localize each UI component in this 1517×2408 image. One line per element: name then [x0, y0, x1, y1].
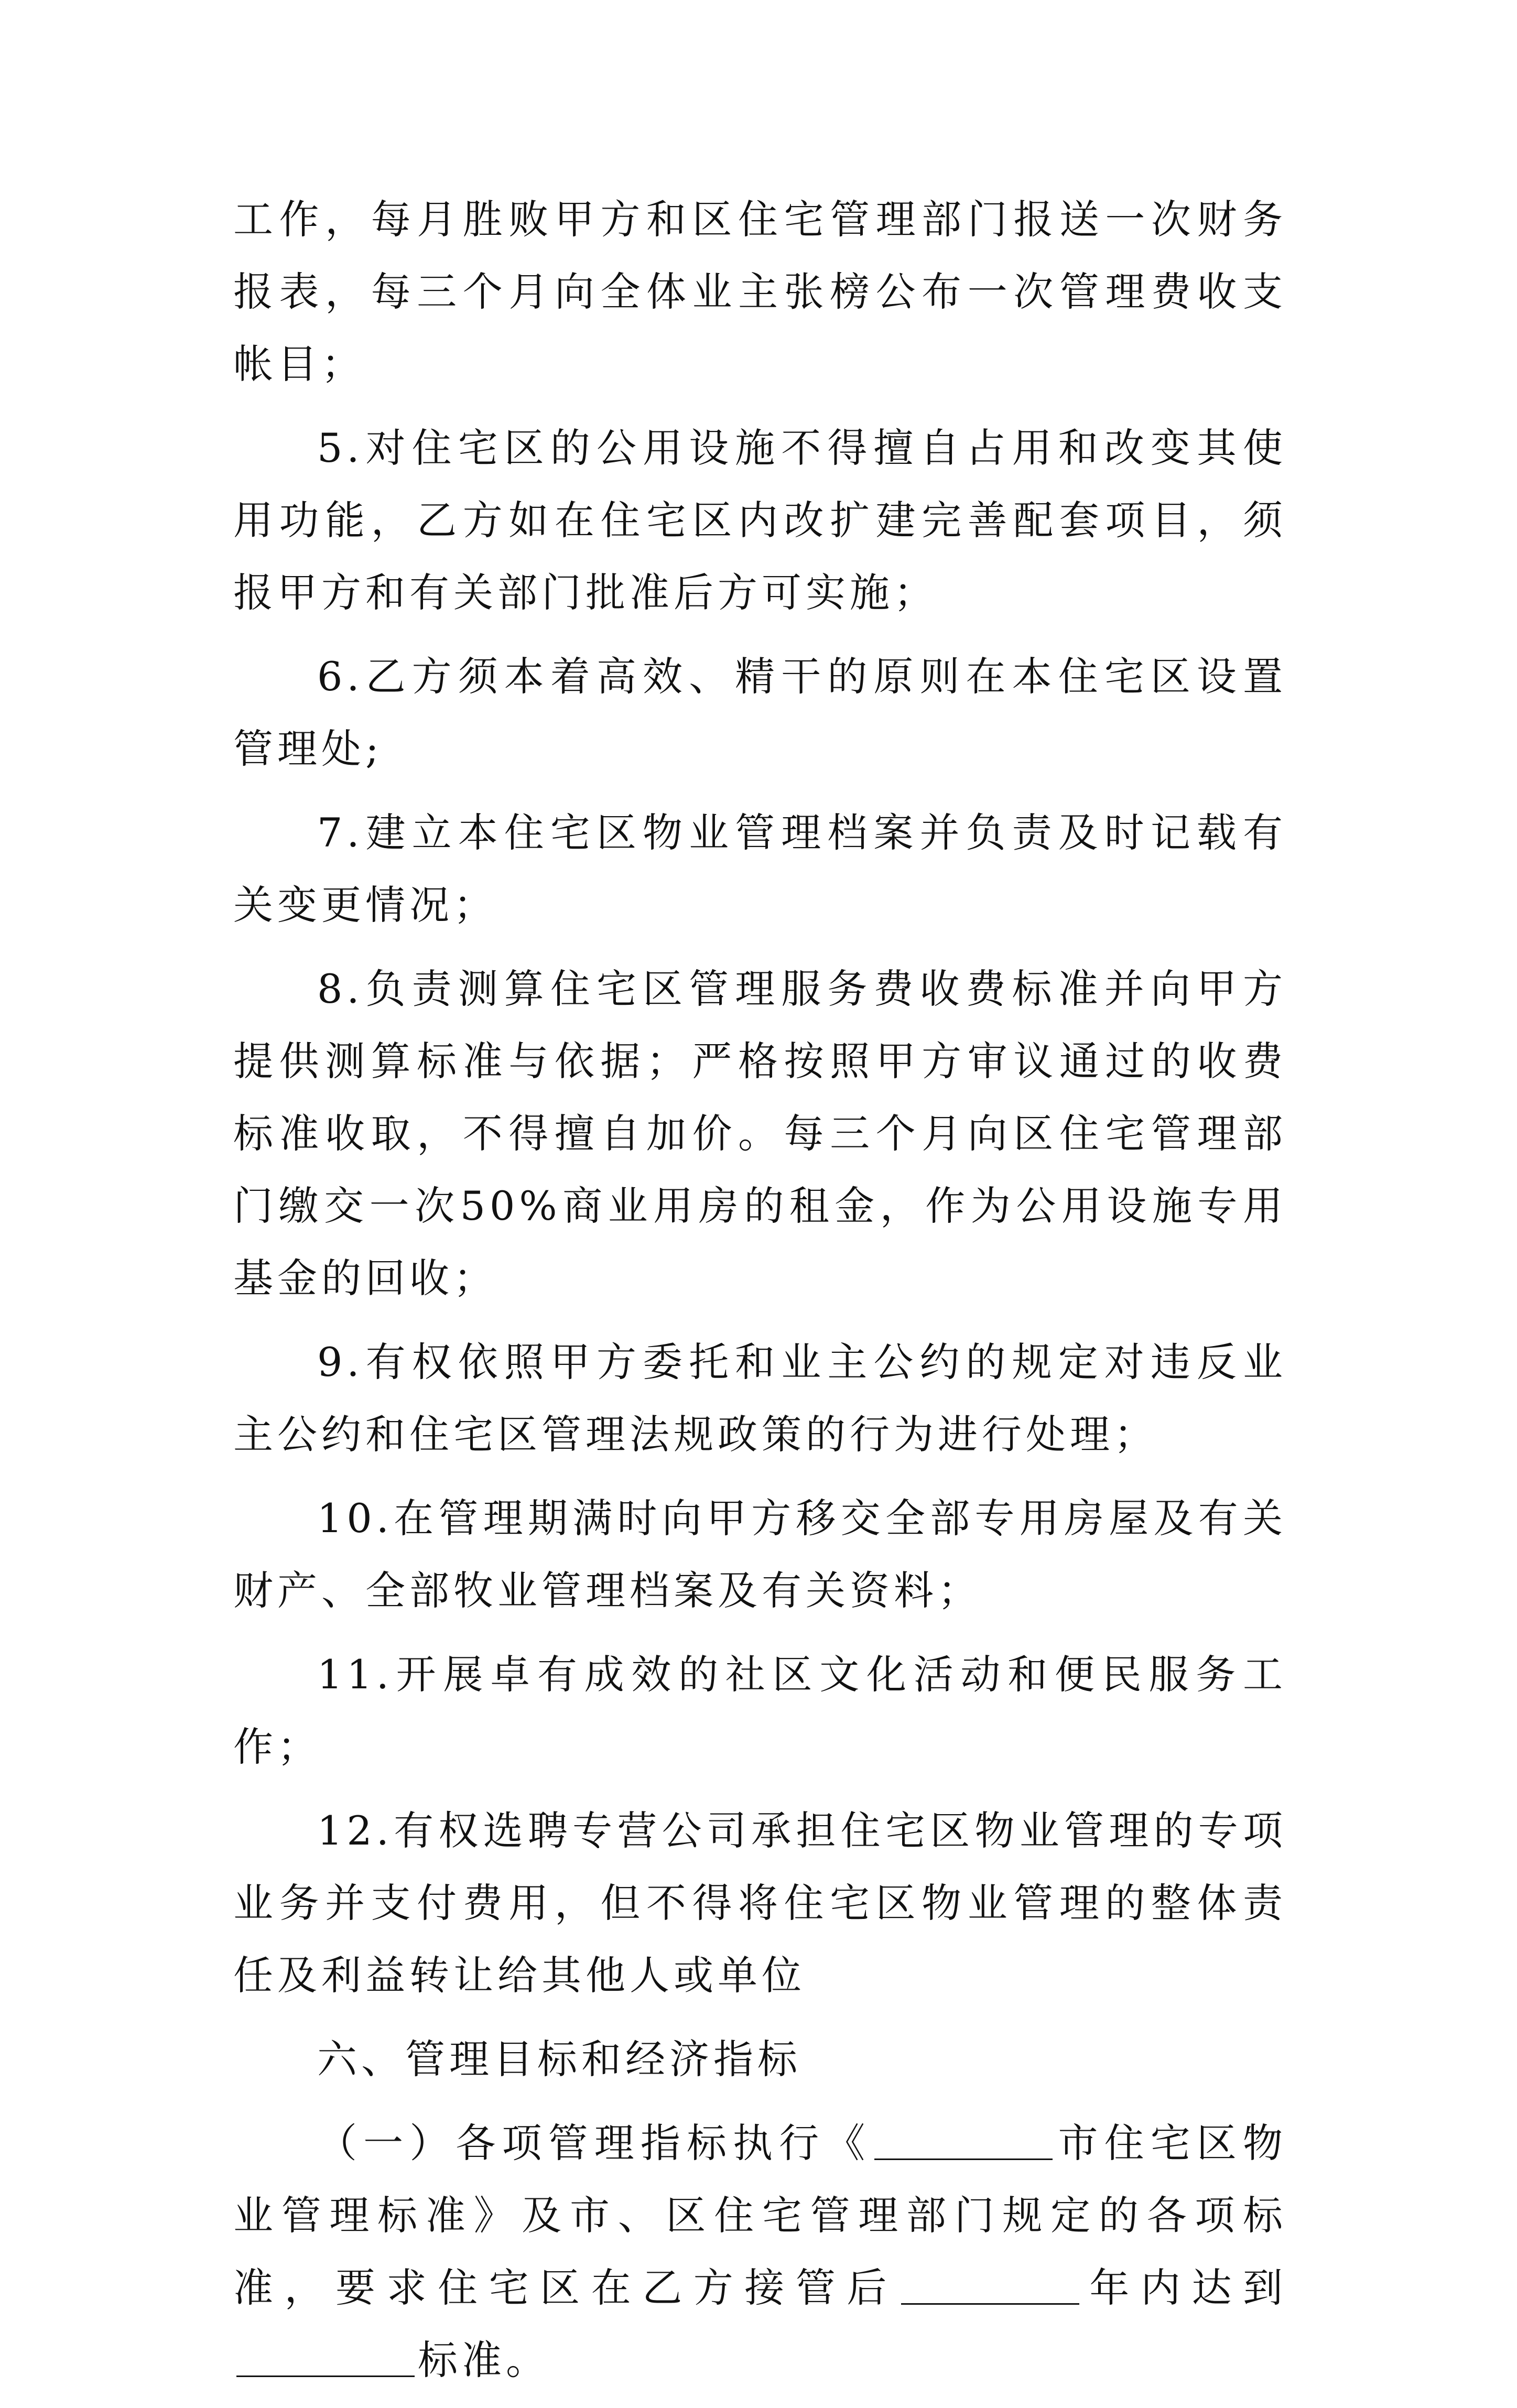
document-body: [233, 183, 1287, 2408]
clause-8: 8.负责测算住宅区管理服务费收费标准并向甲方提供测算标准与依据；严格按照甲方审议通过的收费标准收取，不得擅自加价。每三个月向区住宅管理部门缴交一次50%商业用房的租金，作为公用设施专用基金的回收；: [233, 966, 1287, 1301]
clause-7: 7.建立本住宅区物业管理档案并负责及时记载有关变更情况；: [233, 809, 1287, 928]
clause-12: 12.有权选聘专营公司承担住宅区物业管理的专项业务并支付费用，但不得将住宅区物业管理的整体责任及利益转让给其他人或单位: [233, 1807, 1287, 1999]
clause-9: 9.有权依照甲方委托和业主公约的规定对违反业主公约和住宅区管理法规政策的行为进行处理；: [233, 1339, 1287, 1458]
clause-5: 5.对住宅区的公用设施不得擅自占用和改变其使用功能，乙方如在住宅区内改扩建完善配套项目，须报甲方和有关部门批准后方可实施；: [233, 425, 1287, 616]
fill-blank-years[interactable]: [901, 2272, 1079, 2305]
section-heading-6: 六、管理目标和经济指标: [317, 2036, 801, 2082]
clause-6-1-part2: 市住宅区物业管理标准》及市、区住宅管理部门规定的各项标准，要求住宅区在乙方接管后: [233, 2120, 1287, 2311]
clause-6-1-part4: 标准。: [418, 2337, 550, 2383]
fill-blank-city[interactable]: [874, 2127, 1053, 2160]
clause-6: 6.乙方须本着高效、精干的原则在本住宅区设置管理处;: [233, 653, 1287, 772]
clause-10: 10.在管理期满时向甲方移交全部专用房屋及有关财产、全部牧业管理档案及有关资料；: [233, 1495, 1287, 1614]
paragraph-continuation: 工作，每月胜败甲方和区住宅管理部门报送一次财务报表，每三个月向全体业主张榜公布一次管理费收支帐目；: [233, 196, 1287, 387]
clause-6-1-part3: 年内达到: [1082, 2264, 1287, 2311]
fill-blank-standard[interactable]: [236, 2344, 415, 2377]
clause-6-1-part1: （一）各项管理指标执行《: [317, 2120, 872, 2166]
clause-6-1: [233, 2107, 1287, 2396]
clause-11: 11.开展卓有成效的社区文化活动和便民服务工作；: [233, 1651, 1287, 1770]
